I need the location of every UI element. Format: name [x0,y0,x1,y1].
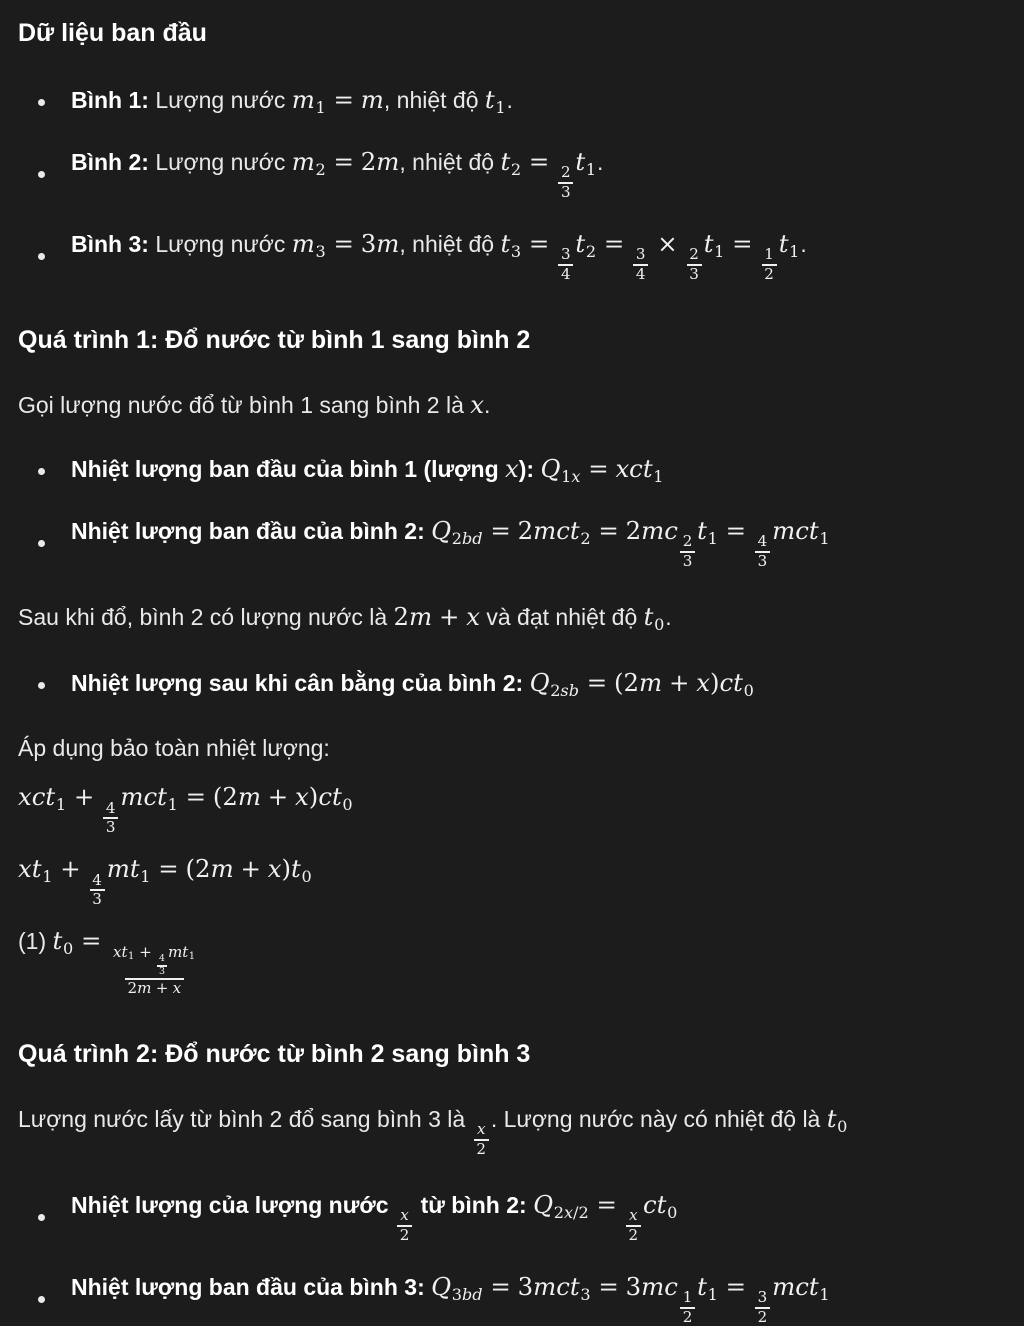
bold-text-run: Nhiệt lượng ban đầu của bình 3: [71,1274,432,1301]
math-variable: m [210,854,234,884]
math-subscript: 0 [654,614,665,634]
math-number: 3 [635,245,646,264]
paragraph [18,1102,1024,1158]
math-number: 2 [399,1225,410,1244]
math-subscript: 0 [301,866,312,886]
math-variable: mc [641,516,678,546]
math-number: ) [281,854,292,884]
math-subscript: 0 [62,938,74,958]
fraction-numerator [680,1289,695,1306]
math-subscript: 2 [510,159,522,179]
fraction [680,1289,695,1326]
text-run: . [506,87,513,113]
bold-text-run: Nhiệt lượng ban đầu của bình 1 (lượng [71,456,506,483]
bullet-item-content [71,227,807,283]
math-subscript: 3 [580,1284,591,1304]
math-subscript: 1 [315,97,326,117]
math-variable: t [697,1272,707,1302]
math-variable: x [466,602,480,632]
math-variable: mc [641,1272,678,1302]
math-variable: Q [533,1190,554,1220]
math-subscript: 3bd [451,1284,483,1304]
fraction-numerator [558,246,573,263]
fraction [103,800,118,837]
math-subscript: 1x [561,466,581,486]
bullet-item [18,666,1024,702]
fraction-denominator [755,551,770,570]
math-number: 3 [105,818,116,837]
math-number: 3 [159,965,165,977]
text-run: và đạt nhiệt độ [479,604,644,631]
text-run: Áp dụng bảo toàn nhiệt lượng: [18,735,330,762]
math-number: 3 [689,264,699,283]
math-subscript: 2sb [550,680,579,700]
math-variable: xt [113,942,128,961]
math-operator: + [668,668,690,698]
math-run [470,390,484,419]
math-variable: x [696,668,710,698]
bullet-marker [38,99,45,106]
bullet-item [18,1270,1024,1326]
paragraph [18,732,1024,764]
math-run [291,147,400,179]
math-number: 2 [682,1307,693,1326]
bold-text-run: Nhiệt lượng sau khi cân bằng của bình 2: [71,670,530,697]
text-run: . Lượng nước này có nhiệt độ là [490,1106,827,1133]
math-number: 4 [159,953,165,965]
bullet-item-content [71,514,831,570]
fraction [90,872,105,909]
math-subscript: 2 [580,528,591,548]
math-run [431,516,830,570]
math-variable: t [484,85,495,114]
math-subscript: 1 [42,866,53,886]
bullet-item-content [71,452,664,488]
fraction-numerator [755,1289,770,1306]
fraction [687,246,702,283]
math-operator: = [586,668,608,698]
math-variable: mct [772,1272,819,1302]
text-run: , nhiệt độ [399,149,501,176]
fraction-numerator [626,1207,640,1224]
fraction-numerator [633,246,648,263]
math-operator: = [732,229,753,259]
bold-text-run: Nhiệt lượng của lượng nước [71,1192,395,1219]
math-number: 2 [393,602,410,632]
math-number: 2 [689,245,699,264]
fraction-numerator [680,533,695,550]
fraction-denominator [157,965,166,978]
math-variable: Q [431,516,452,546]
bold-text-run: Bình 3: [71,231,149,258]
math-number: ) [709,668,720,698]
math-number: (2 [185,854,211,884]
math-variable: t [500,147,511,177]
math-run [291,85,384,117]
math-subscript: 1 [55,794,67,814]
math-number: 4 [757,532,768,551]
math-subscript: 0 [743,680,754,700]
math-run [484,85,507,117]
math-operator: = [80,926,102,956]
fraction-denominator [474,1139,489,1158]
math-run [643,602,666,634]
text-run: , nhiệt độ [383,87,485,113]
math-subscript: 3 [315,241,326,261]
math-subscript: 2 [315,159,326,179]
math-subscript: 1 [585,159,597,179]
fraction-numerator [558,164,573,181]
math-variable: x [172,978,182,997]
math-variable: m [360,85,384,114]
math-number: 4 [105,798,116,817]
math-operator: = [490,516,511,546]
math-run [394,602,480,631]
fraction-denominator [125,978,184,997]
math-variable: t [643,602,654,632]
bullet-item-content [71,83,513,119]
math-number: 3 [757,551,768,570]
fraction-denominator [626,1225,641,1244]
math-run [500,229,800,283]
math-operator: = [185,782,207,812]
math-number: 1 [764,245,774,264]
math-run [18,782,354,837]
text-run: . [484,392,491,419]
fraction [397,1207,412,1244]
math-variable: m [409,602,433,632]
math-run [826,1104,849,1136]
bullet-marker [38,253,45,260]
math-subscript: 1 [188,951,196,963]
bullet-marker [38,682,45,689]
math-variable: x [295,782,309,812]
math-subscript: 1 [707,528,718,548]
math-variable: m [291,147,315,177]
math-number: 3 [560,182,571,201]
math-number: 2 [360,147,377,177]
math-variable: t [826,1104,837,1134]
fraction [474,1121,489,1158]
math-variable: ct [318,782,342,812]
bold-text-run: Nhiệt lượng ban đầu của bình 2: [71,518,432,545]
bullet-list [18,83,1024,283]
fraction [762,246,777,283]
fraction [755,533,770,570]
math-subscript: 1 [819,1284,830,1304]
math-variable: t [500,229,511,259]
math-operator: + [155,978,169,997]
math-variable: t [575,229,586,259]
bullet-item-content [71,1270,831,1326]
math-operator: = [598,1272,619,1302]
fraction-numerator [110,944,198,978]
math-variable: t [778,229,789,259]
math-operator: = [598,516,619,546]
math-variable: ct [642,1190,667,1220]
math-operator: = [596,1190,617,1220]
fraction-numerator [398,1207,412,1224]
math-variable: m [137,978,152,997]
fraction-numerator [103,800,118,817]
math-variable: m [376,147,400,177]
math-variable: mct [533,516,580,546]
math-variable: t [52,926,63,956]
bullet-list [18,666,1024,702]
fraction-denominator [755,1307,770,1326]
bullet-marker [38,171,45,178]
math-subscript: 1 [789,241,800,261]
math-variable: m [639,668,663,698]
bullet-item-content [71,1188,678,1244]
bullet-item [18,83,1024,119]
text-run: Lượng nước lấy từ bình 2 đổ sang bình 3 là [18,1106,472,1133]
math-subscript: 0 [837,1116,848,1136]
bullet-item [18,145,1024,201]
math-operator: = [725,1272,747,1302]
math-number: (2 [614,668,640,698]
fraction [558,246,573,283]
math-subscript: 0 [342,794,353,814]
math-operator: = [490,1272,511,1302]
bullet-item [18,452,1024,488]
math-variable: m [291,229,315,259]
math-variable: ct [719,668,743,698]
math-operator: = [158,854,179,884]
text-run: Sau khi đổ, bình 2 có lượng nước là [18,604,394,631]
math-number: 2 [560,163,571,182]
math-operator: = [528,229,550,259]
section-heading [18,323,1024,358]
paragraph [18,388,1024,422]
fraction [680,533,695,570]
math-variable: xt [18,854,42,884]
fraction-denominator [103,817,118,836]
math-run [505,454,519,483]
math-number: 2 [764,264,774,283]
math-run [529,668,755,700]
math-number: 3 [560,245,571,264]
math-number: 2 [625,516,642,546]
math-variable: x [505,454,519,484]
fraction-denominator [687,264,702,283]
text-run: , nhiệt độ [399,231,501,258]
math-subscript: 0 [667,1202,678,1222]
paragraph [18,600,1024,636]
math-number: 4 [635,264,646,283]
math-variable: mct [120,782,167,812]
bullet-list [18,452,1024,570]
math-operator: = [725,516,747,546]
text-run: Lượng nước [148,87,292,113]
bullet-item-content [71,666,755,702]
bold-text-run: Bình 2: [71,149,149,176]
fraction [755,1289,770,1326]
fraction-numerator [90,872,105,889]
math-number: 4 [560,264,571,283]
fraction-numerator [755,533,770,550]
math-subscript: 2bd [451,528,483,548]
math-number: 3 [92,890,102,909]
math-number: 2 [127,978,138,997]
text-run: . [800,231,807,258]
fraction [157,954,166,978]
text-run: Lượng nước [148,149,292,176]
math-variable: mt [167,942,189,961]
fraction-denominator [558,182,573,201]
math-run [472,1104,491,1158]
fraction-numerator [687,246,702,263]
math-variable: m [291,85,315,114]
math-variable: mct [533,1272,580,1302]
math-subscript: 1 [707,1284,718,1304]
math-operator: = [333,85,354,114]
math-run [291,229,400,261]
equation-line [18,852,1024,908]
math-number: 3 [625,1272,642,1302]
math-variable: t [703,229,714,259]
equation-line [18,780,1024,836]
bullet-item [18,1188,1024,1244]
math-run [500,147,597,201]
math-subscript: 1 [167,794,178,814]
math-variable: t [291,854,301,884]
math-subscript: 1 [140,866,151,886]
math-variable: Q [529,668,550,698]
fraction-denominator [90,889,105,908]
math-number: (2 [212,782,238,812]
math-variable: m [376,229,400,259]
math-operator: + [60,854,81,884]
math-number: 2 [517,516,534,546]
math-variable: x [629,1206,638,1225]
fraction-numerator [157,954,166,965]
text-run: Quá trình 1: Đổ nước từ bình 1 sang bình 2 [18,326,531,355]
math-operator: + [73,782,95,812]
math-run [540,454,664,486]
text-run: Lượng nước [148,231,292,258]
math-number: 2 [476,1139,487,1158]
math-number: 2 [757,1307,768,1326]
section-heading [18,16,1024,51]
math-operator: + [139,942,152,961]
fraction-denominator [680,551,695,570]
math-operator: = [588,454,609,484]
math-variable: xct [18,782,56,812]
fraction [110,944,198,997]
bullet-marker [38,1296,45,1303]
text-run: . [665,604,672,631]
math-operator: + [267,782,289,812]
math-number: 3 [757,1288,768,1307]
bullet-list [18,1188,1024,1326]
math-variable: Q [540,454,561,484]
math-subscript: 1 [128,951,135,963]
math-number: 3 [517,1272,534,1302]
math-run [533,1190,678,1244]
math-run [431,1272,830,1326]
math-variable: x [470,390,485,420]
bullet-marker [38,468,45,475]
fraction-numerator [762,246,777,263]
math-subscript: 2x/2 [553,1202,589,1222]
math-number: 2 [628,1225,639,1244]
math-number: 2 [682,532,693,551]
section-heading [18,1037,1024,1072]
math-run [52,926,201,997]
math-variable: Q [431,1272,452,1302]
math-subscript: 1 [495,97,506,117]
fraction-denominator [558,264,573,283]
text-run: (1) [18,928,53,955]
bullet-item [18,227,1024,283]
text-run: Quá trình 2: Đổ nước từ bình 2 sang bình 3 [18,1040,531,1069]
fraction-denominator [680,1307,695,1326]
math-run [18,854,313,909]
math-operator: = [333,229,354,259]
math-variable: mt [106,854,140,884]
math-operator: = [333,147,354,177]
math-subscript: 2 [585,241,597,261]
bullet-marker [38,540,45,547]
math-variable: x [400,1206,409,1225]
bold-text-run: Bình 1: [71,87,149,113]
math-number: 4 [92,870,102,889]
math-operator: + [240,854,261,884]
bold-text-run: từ bình 2: [414,1192,534,1219]
math-variable: xct [615,454,653,484]
math-subscript: 1 [653,466,664,486]
fraction-numerator [474,1121,488,1138]
math-variable: x [267,854,282,884]
fraction-denominator [762,264,777,283]
fraction [633,246,648,283]
math-subscript: 1 [819,528,830,548]
math-number: ) [308,782,319,812]
math-number: 3 [360,229,377,259]
math-operator: × [657,229,678,259]
math-subscript: 3 [510,241,522,261]
bullet-item-content [71,145,603,201]
text-run: . [597,149,604,176]
math-run [395,1190,414,1244]
fraction [558,164,573,201]
equation-line [18,924,1024,997]
math-operator: + [438,602,460,632]
fraction-denominator [633,264,648,283]
bold-text-run: ): [518,456,541,483]
math-variable: m [237,782,261,812]
math-variable: t [697,516,707,546]
math-operator: = [528,147,550,177]
text-run: Gọi lượng nước đổ từ bình 1 sang bình 2 là [18,392,471,419]
bullet-marker [38,1214,45,1221]
math-subscript: 1 [714,241,725,261]
text-run: Dữ liệu ban đầu [18,19,207,47]
fraction [626,1207,641,1244]
fraction-denominator [397,1225,412,1244]
math-variable: t [575,147,586,177]
math-number: 1 [682,1288,693,1307]
bullet-item [18,514,1024,570]
math-variable: x [476,1120,486,1139]
math-variable: mct [772,516,819,546]
math-operator: = [603,229,625,259]
math-number: 3 [682,551,693,570]
